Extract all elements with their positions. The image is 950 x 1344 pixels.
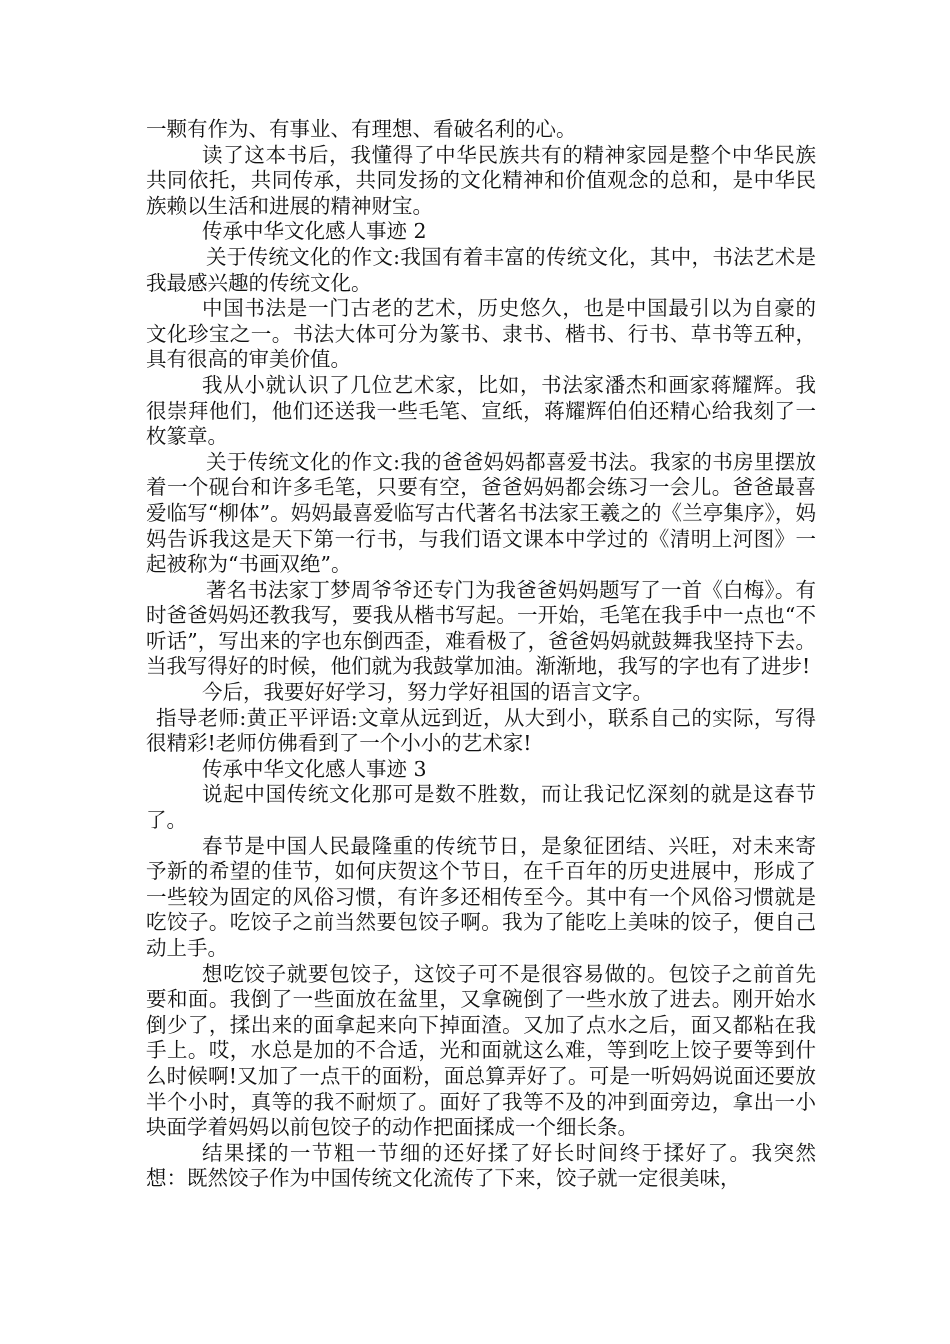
paragraph: 春节是中国人民最隆重的传统节日，是象征团结、兴旺，对未来寄予新的希望的佳节，如何庆贺这个节日，在千百年的历史进展中，形成了一些较为固定的风俗习惯，有许多还相传至今。其中有一个风俗习惯就是吃饺子。吃饺子之前当然要包饺子啊。我为了能吃上美味的饺子，便自己动上手。	[146, 833, 816, 960]
section-heading: 传承中华文化感人事迹 2	[202, 219, 427, 244]
paragraph: 结果揉的一节粗一节细的还好揉了好长时间终于揉好了。我突然想：既然饺子作为中国传统文化流传了下来，饺子就一定很美味，	[146, 1140, 816, 1191]
paragraph: 中国书法是一门古老的艺术，历史悠久，也是中国最引以为自豪的文化珍宝之一。书法大体可分为篆书、隶书、楷书、行书、草书等五种，具有很高的审美价值。	[146, 296, 816, 372]
paragraph: 关于传统文化的作文:我国有着丰富的传统文化，其中，书法艺术是我最感兴趣的传统文化。	[146, 244, 816, 295]
paragraph: 今后，我要好好学习，努力学好祖国的语言文字。	[202, 680, 653, 705]
section-heading: 传承中华文化感人事迹 3	[202, 756, 427, 781]
teacher-comment: 指导老师:黄正平评语:文章从远到近，从大到小，联系自己的实际，写得很精彩!老师仿佛看到了一个小小的艺术家!	[146, 705, 816, 756]
paragraph: 关于传统文化的作文:我的爸爸妈妈都喜爱书法。我家的书房里摆放着一个砚台和许多毛笔，只要有空，爸爸妈妈都会练习一会儿。爸爸最喜爱临写“柳体”。妈妈最喜爱临写古代著名书法家王羲之的《兰亭集序》，妈妈告诉我这是天下第一行书，与我们语文课本中学过的《清明上河图》一起被称为“书画双绝”。	[146, 449, 816, 577]
document-body	[146, 117, 816, 1192]
paragraph: 读了这本书后，我懂得了中华民族共有的精神家园是整个中华民族共同依托，共同传承，共同发扬的文化精神和价值观念的总和，是中华民族赖以生活和进展的精神财宝。	[146, 142, 816, 218]
paragraph: 说起中国传统文化那可是数不胜数，而让我记忆深刻的就是这春节了。	[146, 782, 816, 833]
paragraph: 想吃饺子就要包饺子，这饺子可不是很容易做的。包饺子之前首先要和面。我倒了一些面放在盆里，又拿碗倒了一些水放了进去。刚开始水倒少了，揉出来的面拿起来向下掉面渣。又加了点水之后，面又都粘在我手上。哎，水总是加的不合适，光和面就这么难，等到吃上饺子要等到什么时候啊!又加了一点干的面粉，面总算弄好了。可是一听妈妈说面还要放半个小时，真等的我不耐烦了。面好了我等不及的冲到面旁边，拿出一小块面学着妈妈以前包饺子的动作把面揉成一个细长条。	[146, 961, 816, 1140]
paragraph: 一颗有作为、有事业、有理想、看破名利的心。	[146, 117, 577, 141]
paragraph: 著名书法家丁梦周爷爷还专门为我爸爸妈妈题写了一首《白梅》。有时爸爸妈妈还教我写，要我从楷书写起。一开始，毛笔在我手中一点也“不听话”，写出来的字也东倒西歪，难看极了，爸爸妈妈就鼓舞我坚持下去。当我写得好的时候，他们就为我鼓掌加油。渐渐地，我写的字也有了进步!	[146, 577, 816, 679]
paragraph: 我从小就认识了几位艺术家，比如，书法家潘杰和画家蒋耀辉。我很崇拜他们，他们还送我一些毛笔、宣纸，蒋耀辉伯伯还精心给我刻了一枚篆章。	[146, 372, 816, 449]
